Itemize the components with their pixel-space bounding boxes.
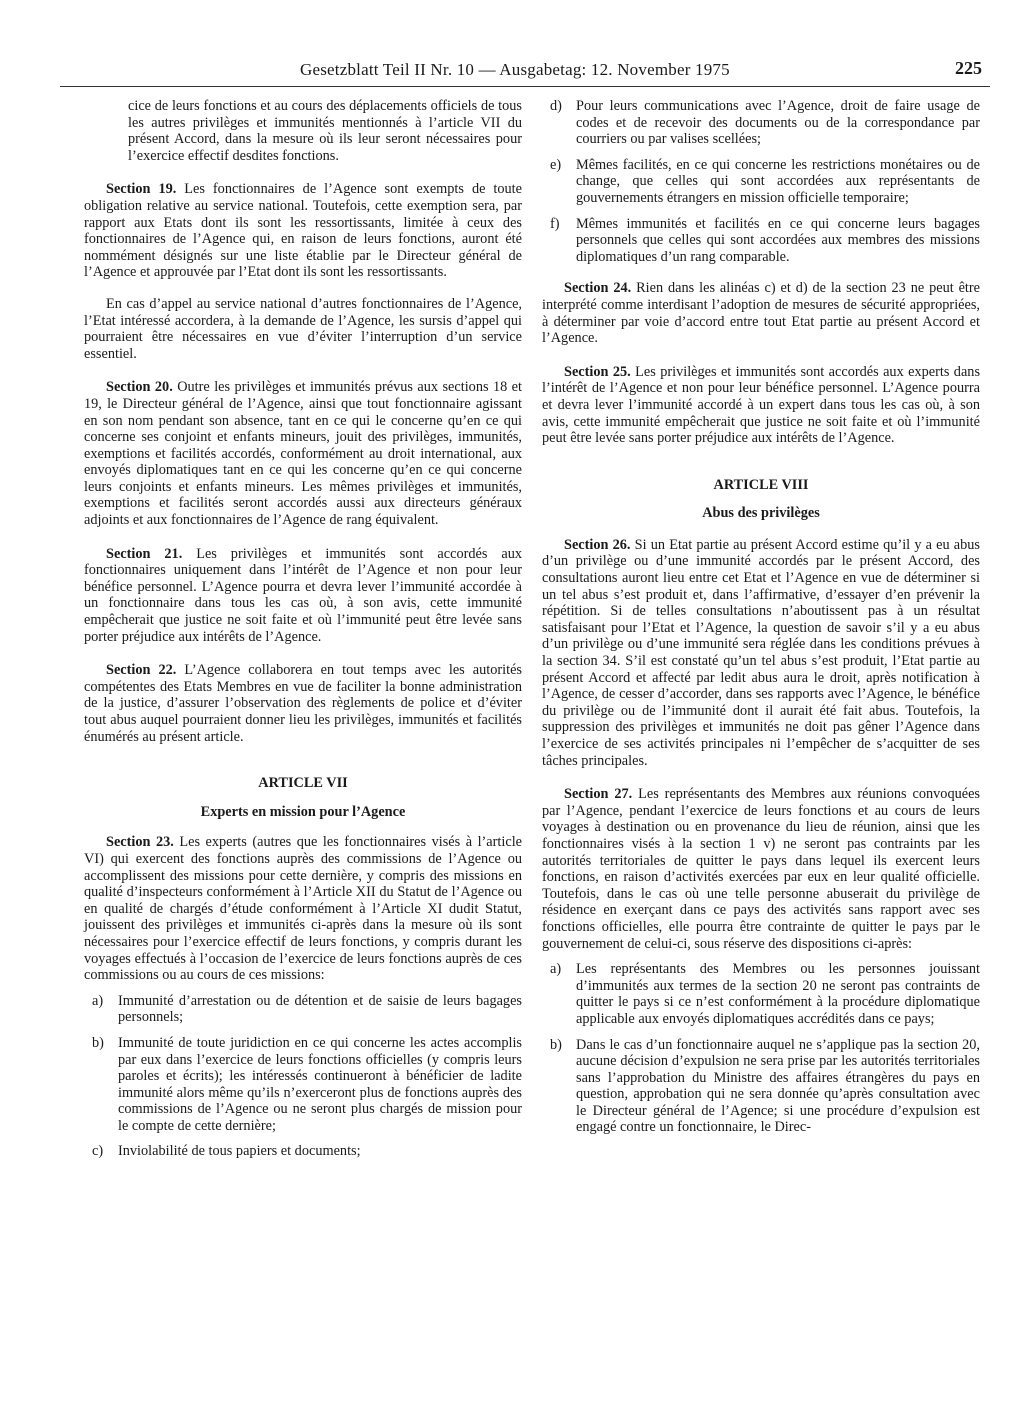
list-item-label: c) xyxy=(92,1143,104,1160)
list-item xyxy=(542,216,980,266)
section-label: Section 27. xyxy=(564,786,633,803)
section-label: Section 20. xyxy=(106,379,173,396)
list-item xyxy=(542,961,980,1027)
list-item xyxy=(84,1143,522,1160)
section-text: Outre les privilèges et immunités prévus aux sections 18 et 19, le Directeur général de l’Agence, ainsi que tout fonctionnaire agissant en son nom pendant son absence, tant en ce qui le concerne qu’en ce qui concerne ses conjoint et enfants mineurs, jouit des privilèges, immunités, exemptions et facilités accordés, conformément au droit international, aux envoyés diplomatiques tant en ce qui les concerne qu’en ce qui concerne leurs conjoints et enfants mineurs. Les mêmes privilèges et immunités, exemptions et facilités seront accordés aussi aux directeurs généraux adjoints et aux fonctionnaires de l’Agence de rang équivalent. xyxy=(84,379,523,529)
list-item-label: d) xyxy=(550,98,562,114)
list-item-text: Mêmes immunités et facilités en ce qui concerne leurs bagages personnels que celles qui sont accordées aux membres des missions diplomatiques d’un rang comparable. xyxy=(576,215,980,265)
list-item xyxy=(542,157,980,207)
section-text: Si un Etat partie au présent Accord estime qu’il y a eu abus d’un privilège ou d’une immunité accordés par le présent Accord, des consultations auront lieu entre cet Etat et l’Agence en vue de déterminer si un tel abus s’est produit et, dans l’affirmative, d’essayer d’en prévenir la répétition. Si de telles consultations n’aboutissent pas à un résultat satisfaisant pour l’Etat et l’Agence, la question de savoir s’il y a eu abus d’un privilège ou d’une immunité sera réglée dans les conditions prévues à la section 34. S’il est constaté qu’un tel abus s’est produit, l’Etat partie au présent Accord et affecté par ledit abus aura le droit, après notification à l’Agence, de cesser d’accorder, dans ses rapports avec l’Agence, le bénéfice du privilège ou de l’immunité dont il aurait été fait abus. Toutefois, la suppression des privilèges et immunités ne doit pas gêner l’Agence dans l’exercice de ses activités principales ni l’empêcher de s’acquitter de ses tâches principales. xyxy=(542,536,980,769)
continuation-paragraph: cice de leurs fonctions et au cours des déplacements officiels de tous les autres privilèges et immunités mentionnés à l’article VII du présent Accord, dans la mesure où ils leur seront nécessaires pour l’exercice effectif desdites fonctions. xyxy=(128,98,522,164)
section-label: Section 25. xyxy=(564,363,631,380)
article-vii-subheading: Experts en mission pour l’Agence xyxy=(200,803,406,820)
section-23 xyxy=(84,834,522,983)
article-viii-heading: ARTICLE VIII xyxy=(713,476,809,493)
list-item xyxy=(542,98,980,148)
section-21 xyxy=(84,546,522,646)
list-item-label: a) xyxy=(92,992,104,1009)
article-viii-subheading: Abus des privilèges xyxy=(702,505,820,522)
gazette-title: Gesetzblatt Teil II Nr. 10 — Ausgabetag: 12. November 1975 xyxy=(300,60,730,79)
list-item-text: Pour leurs communications avec l’Agence, droit de faire usage de codes et de recevoir des documents ou de la correspondance par courriers ou par valises scellées; xyxy=(576,98,980,148)
list-item-text: Immunité d’arrestation ou de détention et de saisie de leurs bagages personnels; xyxy=(118,992,522,1026)
list-item-text: Inviolabilité de tous papiers et documents; xyxy=(118,1143,361,1160)
section-text: Les experts (autres que les fonctionnaires visés à l’article VI) qui exercent des fonctions auprès des commissions de l’Agence ou accomplissent des missions pour cette dernière, y compris des missions en qualité d’inspecteurs conformément à l’Article XII du Statut de l’Agence ou en qualité de chargés d’étude conformément à l’Article XI dudit Statut, jouissent des privilèges et immunités ci-après dans la mesure où ils sont nécessaires pour l’exercice effectif de leurs fonctions, y compris durant les voyages effectués à l’occasion de l’exercice de leurs fonctions auprès de ces commissions ou au cours de ces missions: xyxy=(84,834,523,984)
list-item xyxy=(84,1035,522,1135)
list-item-label: f) xyxy=(550,215,560,232)
section-26 xyxy=(542,537,980,769)
left-column xyxy=(84,98,522,1160)
section-text: Les représentants des Membres aux réunions convoquées par l’Agence, pendant l’exercice de leurs fonctions et au cours de leurs voyages à destination ou en provenance du lieu de réunion, ainsi que les fonctionnaires visés à la section 1 v) ne seront pas contraints par les autorités territoriales de quitter le pays dans lequel ils exercent leurs fonctions, en raison d’activités exercées par eux en leur qualité officielle. Toutefois, dans le cas où une telle personne abuserait du privilège de résidence en exerçant dans ce pays des activités sans rapport avec ses fonctions officielles, elle pourra être contrainte de quitter le pays par le gouvernement de celui-ci, sous réserve des dispositions ci-après: xyxy=(542,786,981,952)
section-label: Section 23. xyxy=(106,834,174,851)
section-25 xyxy=(542,364,980,447)
section-19 xyxy=(84,181,522,281)
page-number: 225 xyxy=(955,58,982,78)
list-item-text: Mêmes facilités, en ce qui concerne les restrictions monétaires ou de change, que celles qui sont accordées aux représentants de gouvernements étrangers en mission officielle temporaire; xyxy=(576,156,980,206)
list-item-text: Dans le cas d’un fonctionnaire auquel ne s’applique pas la section 20, aucune décision d’expulsion ne sera prise par les autorités territoriales sans l’approbation du Ministre des affaires étrangères du pays en question, approbation qui ne sera donnée qu’après consultation avec le Directeur général de l’Agence; si une procédure d’expulsion est engagé contre un fonctionnaire, le Direc- xyxy=(576,1036,980,1136)
section-24 xyxy=(542,280,980,346)
section-22 xyxy=(84,662,522,745)
list-item xyxy=(542,1037,980,1137)
section-27 xyxy=(542,786,980,952)
list-item xyxy=(84,993,522,1026)
list-item-label: b) xyxy=(550,1036,562,1053)
list-item-label: e) xyxy=(550,156,562,173)
section-label: Section 26. xyxy=(564,536,631,553)
list-item-label: a) xyxy=(550,961,562,978)
section-20 xyxy=(84,379,522,528)
section-label: Section 24. xyxy=(564,280,632,297)
article-vii-heading: ARTICLE VII xyxy=(258,775,348,792)
section-label: Section 19. xyxy=(106,181,177,198)
section-19-paragraph-2: En cas d’appel au service national d’autres fonctionnaires de l’Agence, l’Etat intéressé accordera, à la demande de l’Agence, les sursis d’appel qui pourraient être nécessaires en vue d’éviter l’interruption d’un service essentiel. xyxy=(84,295,522,362)
section-text: Les privilèges et immunités sont accordés aux experts dans l’intérêt de l’Agence et non pour leur bénéfice personnel. L’Agence pourra et devra lever l’immunité accordé à un expert dans tous les cas où, à son avis, cette immunité empêcherait que justice ne soit faite et où l’immunité peut être levée sans porter préjudice aux intérêts de l’Agence. xyxy=(542,363,981,447)
right-column xyxy=(542,98,980,1136)
section-label: Section 22. xyxy=(106,662,177,679)
section-text: Les fonctionnaires de l’Agence sont exempts de toute obligation relative au service national. Toutefois, cette exemption sera, par rapport aux Etats dont ils sont les ressortissants, limitée à ceux des fonctionnaires de l’Agence qui, en raison de leurs fonctions, auront été nommément désignés sur une liste établie par le Directeur général de l’Agence et approuvée par l’Etat dont ils sont les ressortissants. xyxy=(84,181,522,281)
list-item-text: Immunité de toute juridiction en ce qui concerne les actes accomplis par eux dans l’exercice de leurs fonctions officielles (y compris leurs paroles et écrits); les intéressés continueront à bénéficier de ladite immunité alors même qu’ils n’exerceront plus de fonctions auprès des commissions de l’Agence ou ne seront plus chargés de mission pour le compte de cette dernière; xyxy=(118,1034,522,1134)
list-item-text: Les représentants des Membres ou les personnes jouissant d’immunités aux termes de la section 20 ne seront pas contraints de quitter le pays si ce n’est conformément à la procédure diplomatique applicable aux envoyés diplomatiques accrédités dans ce pays; xyxy=(576,961,980,1027)
page-header xyxy=(60,56,990,87)
section-label: Section 21. xyxy=(106,545,183,562)
list-item-label: b) xyxy=(92,1034,104,1051)
section-text: L’Agence collaborera en tout temps avec les autorités compétentes des Etats Membres en vue de faciliter la bonne administration de la justice, d’assurer l’observation des règlements de police et d’éviter tout abus auquel pourraient donner lieu les privilèges, immunités et facilités énumérés au présent article. xyxy=(84,662,522,745)
section-text: Rien dans les alinéas c) et d) de la section 23 ne peut être interprété comme interdisant l’adoption de mesures de sécurité appropriées, à déterminer par voie d’accord entre tout Etat partie au présent Accord et l’Agence. xyxy=(542,280,981,347)
section-text: Les privilèges et immunités sont accordés aux fonctionnaires uniquement dans l’intérêt de l’Agence et non pour leur bénéfice personnel. L’Agence pourra et devra lever l’immunité accordée à un fonctionnaire dans tous les cas où, à son avis, cette immunité empêcherait que justice ne soit faite et où l’immunité peut être levée sans porter préjudice aux intérêts de l’Agence. xyxy=(84,545,522,645)
